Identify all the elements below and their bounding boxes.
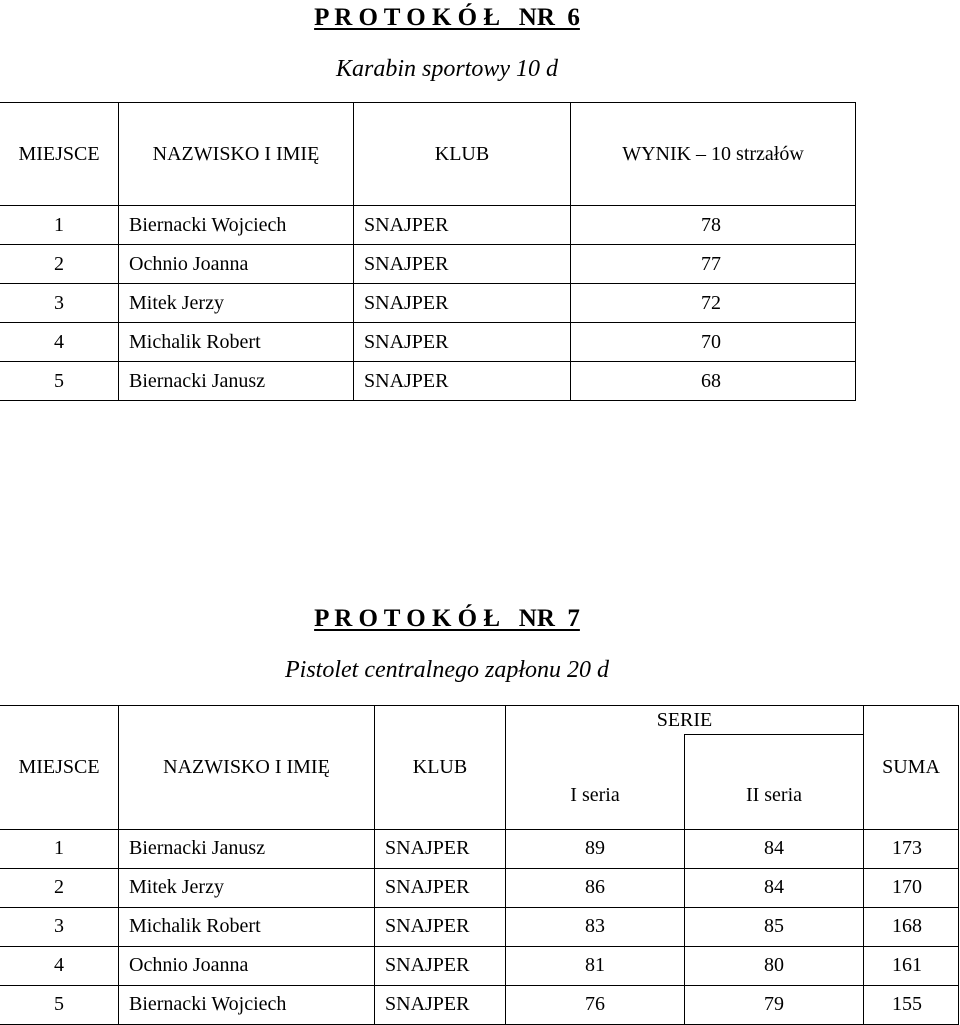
name-cell: Mitek Jerzy xyxy=(119,284,354,323)
table-row xyxy=(0,362,856,401)
place-cell: 1 xyxy=(0,206,119,245)
series-1-cell: 81 xyxy=(506,946,685,985)
place-cell: 1 xyxy=(0,829,119,868)
series-1-cell: 89 xyxy=(506,829,685,868)
name-cell: Biernacki Wojciech xyxy=(119,206,354,245)
club-cell: SNAJPER xyxy=(375,868,506,907)
series-2-cell: 80 xyxy=(685,946,864,985)
place-cell: 5 xyxy=(0,362,119,401)
score-cell: 68 xyxy=(571,362,856,401)
table-header-row xyxy=(0,103,856,206)
header-place: MIEJSCE xyxy=(0,103,119,206)
table-row xyxy=(0,868,959,907)
table-row xyxy=(0,946,959,985)
table-row xyxy=(0,323,856,362)
header-club: KLUB xyxy=(375,706,506,830)
sum-cell: 155 xyxy=(864,985,959,1024)
table-row xyxy=(0,206,856,245)
header-club: KLUB xyxy=(354,103,571,206)
club-cell: SNAJPER xyxy=(354,245,571,284)
series-1-cell: 76 xyxy=(506,985,685,1024)
header-series-2: II seria xyxy=(685,735,864,830)
series-2-cell: 84 xyxy=(685,829,864,868)
series-2-cell: 84 xyxy=(685,868,864,907)
protocol-6-results-table xyxy=(0,102,856,401)
series-2-cell: 85 xyxy=(685,907,864,946)
club-cell: SNAJPER xyxy=(354,284,571,323)
protocol-6-title: P R O T O K Ó Ł NR 6 xyxy=(314,4,580,31)
header-series-group: SERIE xyxy=(506,706,864,735)
place-cell: 4 xyxy=(0,323,119,362)
place-cell: 4 xyxy=(0,946,119,985)
header-name: NAZWISKO I IMIĘ xyxy=(119,103,354,206)
series-1-cell: 86 xyxy=(506,868,685,907)
name-cell: Biernacki Janusz xyxy=(119,362,354,401)
score-cell: 78 xyxy=(571,206,856,245)
name-cell: Ochnio Joanna xyxy=(119,946,375,985)
table-row xyxy=(0,829,959,868)
club-cell: SNAJPER xyxy=(354,323,571,362)
place-cell: 2 xyxy=(0,245,119,284)
table-row xyxy=(0,907,959,946)
protocol-7-title: P R O T O K Ó Ł NR 7 xyxy=(314,605,580,632)
table-row xyxy=(0,985,959,1024)
protocol-6-subtitle: Karabin sportowy 10 d xyxy=(335,56,559,82)
series-2-cell: 79 xyxy=(685,985,864,1024)
name-cell: Mitek Jerzy xyxy=(119,868,375,907)
place-cell: 5 xyxy=(0,985,119,1024)
club-cell: SNAJPER xyxy=(375,946,506,985)
sum-cell: 161 xyxy=(864,946,959,985)
club-cell: SNAJPER xyxy=(354,206,571,245)
header-series-1: I seria xyxy=(506,735,685,830)
sum-cell: 168 xyxy=(864,907,959,946)
name-cell: Biernacki Janusz xyxy=(119,829,375,868)
protocol-7-subtitle: Pistolet centralnego zapłonu 20 d xyxy=(285,657,609,683)
header-place: MIEJSCE xyxy=(0,706,119,830)
name-cell: Michalik Robert xyxy=(119,323,354,362)
header-sum: SUMA xyxy=(864,706,959,830)
club-cell: SNAJPER xyxy=(375,985,506,1024)
header-score: WYNIK – 10 strzałów xyxy=(571,103,856,206)
club-cell: SNAJPER xyxy=(375,907,506,946)
sum-cell: 170 xyxy=(864,868,959,907)
name-cell: Ochnio Joanna xyxy=(119,245,354,284)
series-1-cell: 83 xyxy=(506,907,685,946)
table-row xyxy=(0,245,856,284)
protocol-7-results-table xyxy=(0,705,959,1025)
sum-cell: 173 xyxy=(864,829,959,868)
table-header-row xyxy=(0,706,959,735)
score-cell: 72 xyxy=(571,284,856,323)
name-cell: Michalik Robert xyxy=(119,907,375,946)
score-cell: 70 xyxy=(571,323,856,362)
place-cell: 3 xyxy=(0,907,119,946)
club-cell: SNAJPER xyxy=(354,362,571,401)
header-name: NAZWISKO I IMIĘ xyxy=(119,706,375,830)
name-cell: Biernacki Wojciech xyxy=(119,985,375,1024)
place-cell: 2 xyxy=(0,868,119,907)
score-cell: 77 xyxy=(571,245,856,284)
table-row xyxy=(0,284,856,323)
place-cell: 3 xyxy=(0,284,119,323)
club-cell: SNAJPER xyxy=(375,829,506,868)
